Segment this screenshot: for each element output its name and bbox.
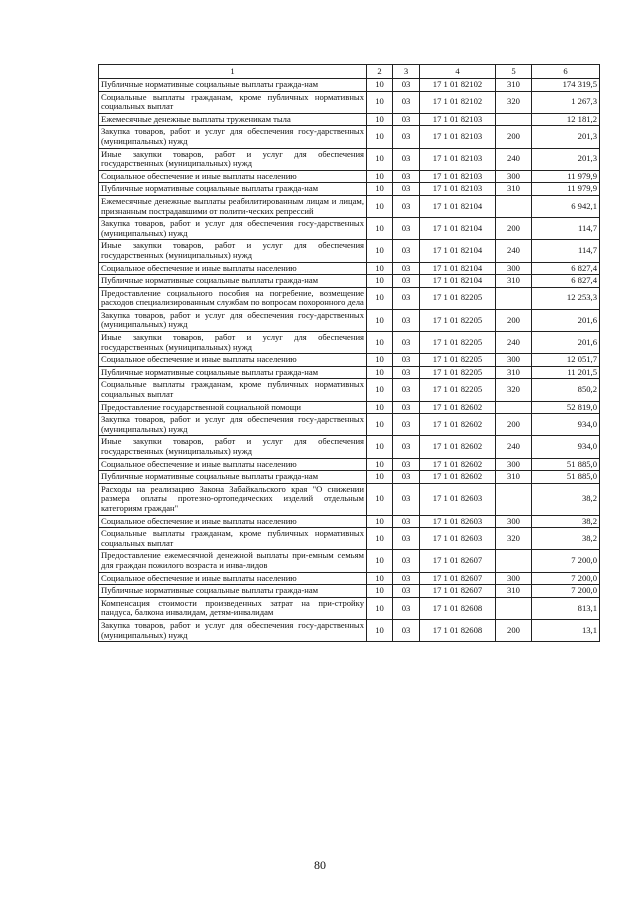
table-row xyxy=(99,483,600,515)
target-article-cell: 17 1 01 82603 xyxy=(420,528,496,550)
expense-name-cell: Иные закупки товаров, работ и услуг для обеспечения государственных (муниципальных) нужд xyxy=(99,148,367,170)
section-cell: 10 xyxy=(367,240,393,262)
table-row xyxy=(99,572,600,585)
section-cell: 10 xyxy=(367,218,393,240)
section-cell: 10 xyxy=(367,550,393,572)
subsection-cell: 03 xyxy=(393,170,420,183)
amount-cell: 52 819,0 xyxy=(532,401,600,414)
amount-cell: 11 979,9 xyxy=(532,170,600,183)
table-row xyxy=(99,309,600,331)
expense-type-cell: 300 xyxy=(496,354,532,367)
expense-type-cell: 200 xyxy=(496,619,532,641)
table-row xyxy=(99,597,600,619)
table-row xyxy=(99,183,600,196)
target-article-cell: 17 1 01 82103 xyxy=(420,183,496,196)
target-article-cell: 17 1 01 82205 xyxy=(420,366,496,379)
expense-name-cell: Предоставление социального пособия на погребение, возмещение расходов специализированным службам по вопросам похоронного дела xyxy=(99,287,367,309)
expense-type-cell: 300 xyxy=(496,170,532,183)
page-number: 80 xyxy=(314,858,326,872)
target-article-cell: 17 1 01 82608 xyxy=(420,619,496,641)
target-article-cell: 17 1 01 82103 xyxy=(420,113,496,126)
table-row xyxy=(99,379,600,401)
subsection-cell: 03 xyxy=(393,619,420,641)
subsection-cell: 03 xyxy=(393,550,420,572)
expense-type-cell: 200 xyxy=(496,126,532,148)
target-article-cell: 17 1 01 82603 xyxy=(420,515,496,528)
subsection-cell: 03 xyxy=(393,585,420,598)
amount-cell: 38,2 xyxy=(532,528,600,550)
expense-name-cell: Закупка товаров, работ и услуг для обеспечения госу-дарственных (муниципальных) нужд xyxy=(99,126,367,148)
subsection-cell: 03 xyxy=(393,148,420,170)
section-cell: 10 xyxy=(367,287,393,309)
amount-cell: 934,0 xyxy=(532,414,600,436)
target-article-cell: 17 1 01 82104 xyxy=(420,262,496,275)
section-cell: 10 xyxy=(367,366,393,379)
expense-name-cell: Иные закупки товаров, работ и услуг для обеспечения государственных (муниципальных) нужд xyxy=(99,240,367,262)
amount-cell: 12 253,3 xyxy=(532,287,600,309)
subsection-cell: 03 xyxy=(393,195,420,217)
amount-cell: 7 200,0 xyxy=(532,550,600,572)
section-cell: 10 xyxy=(367,414,393,436)
amount-cell: 201,6 xyxy=(532,332,600,354)
subsection-cell: 03 xyxy=(393,436,420,458)
expense-type-cell: 240 xyxy=(496,148,532,170)
subsection-cell: 03 xyxy=(393,126,420,148)
amount-cell: 174 319,5 xyxy=(532,79,600,92)
subsection-cell: 03 xyxy=(393,309,420,331)
section-cell: 10 xyxy=(367,354,393,367)
table-row xyxy=(99,91,600,113)
expense-name-cell: Ежемесячные денежные выплаты реабилитированным лицам и лицам, признанным пострадавшими от полити-ческих репрессий xyxy=(99,195,367,217)
amount-cell: 13,1 xyxy=(532,619,600,641)
section-cell: 10 xyxy=(367,597,393,619)
column-header: 4 xyxy=(420,65,496,79)
expense-name-cell: Социальное обеспечение и иные выплаты населению xyxy=(99,515,367,528)
subsection-cell: 03 xyxy=(393,515,420,528)
table-row xyxy=(99,458,600,471)
table-row xyxy=(99,550,600,572)
subsection-cell: 03 xyxy=(393,354,420,367)
expense-name-cell: Предоставление ежемесячной денежной выплаты при-емным семьям для граждан пожилого возраста и инва-лидов xyxy=(99,550,367,572)
target-article-cell: 17 1 01 82608 xyxy=(420,597,496,619)
expense-name-cell: Социальные выплаты гражданам, кроме публичных нормативных социальных выплат xyxy=(99,91,367,113)
expense-type-cell xyxy=(496,483,532,515)
section-cell: 10 xyxy=(367,79,393,92)
table-row xyxy=(99,619,600,641)
section-cell: 10 xyxy=(367,126,393,148)
expense-name-cell: Социальные выплаты гражданам, кроме публичных нормативных социальных выплат xyxy=(99,528,367,550)
expense-name-cell: Публичные нормативные социальные выплаты гражда-нам xyxy=(99,183,367,196)
section-cell: 10 xyxy=(367,528,393,550)
section-cell: 10 xyxy=(367,148,393,170)
table-row xyxy=(99,585,600,598)
table-row xyxy=(99,148,600,170)
target-article-cell: 17 1 01 82104 xyxy=(420,218,496,240)
table-row xyxy=(99,218,600,240)
table-row xyxy=(99,436,600,458)
target-article-cell: 17 1 01 82205 xyxy=(420,379,496,401)
expense-type-cell xyxy=(496,113,532,126)
expense-type-cell: 300 xyxy=(496,515,532,528)
table-row xyxy=(99,332,600,354)
section-cell: 10 xyxy=(367,471,393,484)
section-cell: 10 xyxy=(367,195,393,217)
expense-type-cell: 310 xyxy=(496,79,532,92)
expense-type-cell: 300 xyxy=(496,262,532,275)
expense-name-cell: Закупка товаров, работ и услуг для обеспечения госу-дарственных (муниципальных) нужд xyxy=(99,309,367,331)
subsection-cell: 03 xyxy=(393,91,420,113)
target-article-cell: 17 1 01 82602 xyxy=(420,471,496,484)
amount-cell: 6 827,4 xyxy=(532,262,600,275)
subsection-cell: 03 xyxy=(393,572,420,585)
expense-name-cell: Расходы на реализацию Закона Забайкальского края "О снижении размера оплаты протезно-ортопедических изделий отдельным категориям граждан" xyxy=(99,483,367,515)
expense-name-cell: Закупка товаров, работ и услуг для обеспечения госу-дарственных (муниципальных) нужд xyxy=(99,218,367,240)
subsection-cell: 03 xyxy=(393,597,420,619)
amount-cell: 6 827,4 xyxy=(532,275,600,288)
amount-cell: 7 200,0 xyxy=(532,572,600,585)
subsection-cell: 03 xyxy=(393,458,420,471)
expense-name-cell: Социальное обеспечение и иные выплаты населению xyxy=(99,170,367,183)
target-article-cell: 17 1 01 82602 xyxy=(420,458,496,471)
target-article-cell: 17 1 01 82104 xyxy=(420,240,496,262)
target-article-cell: 17 1 01 82205 xyxy=(420,332,496,354)
amount-cell: 201,3 xyxy=(532,126,600,148)
column-header: 3 xyxy=(393,65,420,79)
expense-type-cell xyxy=(496,401,532,414)
expense-type-cell: 300 xyxy=(496,572,532,585)
expense-type-cell: 240 xyxy=(496,332,532,354)
expense-name-cell: Предоставление государственной социальной помощи xyxy=(99,401,367,414)
expense-type-cell: 310 xyxy=(496,366,532,379)
amount-cell: 201,3 xyxy=(532,148,600,170)
subsection-cell: 03 xyxy=(393,275,420,288)
expense-name-cell: Публичные нормативные социальные выплаты гражда-нам xyxy=(99,585,367,598)
section-cell: 10 xyxy=(367,113,393,126)
table-row xyxy=(99,287,600,309)
subsection-cell: 03 xyxy=(393,240,420,262)
target-article-cell: 17 1 01 82602 xyxy=(420,436,496,458)
subsection-cell: 03 xyxy=(393,366,420,379)
expense-type-cell: 240 xyxy=(496,436,532,458)
expense-type-cell: 200 xyxy=(496,309,532,331)
column-header: 5 xyxy=(496,65,532,79)
target-article-cell: 17 1 01 82102 xyxy=(420,91,496,113)
amount-cell: 38,2 xyxy=(532,483,600,515)
table-row xyxy=(99,366,600,379)
amount-cell: 7 200,0 xyxy=(532,585,600,598)
subsection-cell: 03 xyxy=(393,379,420,401)
expense-type-cell: 240 xyxy=(496,240,532,262)
section-cell: 10 xyxy=(367,170,393,183)
target-article-cell: 17 1 01 82205 xyxy=(420,354,496,367)
expense-type-cell: 320 xyxy=(496,528,532,550)
amount-cell: 38,2 xyxy=(532,515,600,528)
table-row xyxy=(99,471,600,484)
expense-name-cell: Иные закупки товаров, работ и услуг для обеспечения государственных (муниципальных) нужд xyxy=(99,332,367,354)
section-cell: 10 xyxy=(367,262,393,275)
section-cell: 10 xyxy=(367,572,393,585)
target-article-cell: 17 1 01 82607 xyxy=(420,572,496,585)
expense-name-cell: Социальное обеспечение и иные выплаты населению xyxy=(99,572,367,585)
expense-type-cell: 200 xyxy=(496,414,532,436)
amount-cell: 934,0 xyxy=(532,436,600,458)
section-cell: 10 xyxy=(367,275,393,288)
table-row xyxy=(99,275,600,288)
section-cell: 10 xyxy=(367,91,393,113)
expense-name-cell: Ежемесячные денежные выплаты труженикам тыла xyxy=(99,113,367,126)
expense-name-cell: Публичные нормативные социальные выплаты гражда-нам xyxy=(99,471,367,484)
amount-cell: 11 979,9 xyxy=(532,183,600,196)
column-header: 6 xyxy=(532,65,600,79)
expense-name-cell: Публичные нормативные социальные выплаты гражда-нам xyxy=(99,366,367,379)
expense-type-cell: 310 xyxy=(496,275,532,288)
amount-cell: 51 885,0 xyxy=(532,458,600,471)
expense-type-cell: 310 xyxy=(496,183,532,196)
subsection-cell: 03 xyxy=(393,483,420,515)
target-article-cell: 17 1 01 82607 xyxy=(420,585,496,598)
subsection-cell: 03 xyxy=(393,218,420,240)
amount-cell: 51 885,0 xyxy=(532,471,600,484)
amount-cell: 1 267,3 xyxy=(532,91,600,113)
target-article-cell: 17 1 01 82205 xyxy=(420,309,496,331)
expense-name-cell: Социальное обеспечение и иные выплаты населению xyxy=(99,262,367,275)
section-cell: 10 xyxy=(367,183,393,196)
expense-name-cell: Социальное обеспечение и иные выплаты населению xyxy=(99,354,367,367)
target-article-cell: 17 1 01 82102 xyxy=(420,79,496,92)
target-article-cell: 17 1 01 82103 xyxy=(420,170,496,183)
table-row xyxy=(99,126,600,148)
target-article-cell: 17 1 01 82602 xyxy=(420,401,496,414)
subsection-cell: 03 xyxy=(393,287,420,309)
table-row xyxy=(99,195,600,217)
column-header: 1 xyxy=(99,65,367,79)
section-cell: 10 xyxy=(367,309,393,331)
expense-name-cell: Закупка товаров, работ и услуг для обеспечения госу-дарственных (муниципальных) нужд xyxy=(99,619,367,641)
amount-cell: 11 201,5 xyxy=(532,366,600,379)
expense-type-cell: 320 xyxy=(496,91,532,113)
table-row xyxy=(99,262,600,275)
target-article-cell: 17 1 01 82104 xyxy=(420,275,496,288)
expense-type-cell: 310 xyxy=(496,585,532,598)
expense-type-cell xyxy=(496,550,532,572)
expense-name-cell: Компенсация стоимости произведенных затрат на при-стройку пандуса, балкона инвалидам, детям-инвалидам xyxy=(99,597,367,619)
table-row xyxy=(99,354,600,367)
amount-cell: 813,1 xyxy=(532,597,600,619)
subsection-cell: 03 xyxy=(393,79,420,92)
expense-type-cell: 320 xyxy=(496,379,532,401)
amount-cell: 114,7 xyxy=(532,218,600,240)
table-body xyxy=(99,79,600,642)
expense-name-cell: Закупка товаров, работ и услуг для обеспечения госу-дарственных (муниципальных) нужд xyxy=(99,414,367,436)
table-row xyxy=(99,414,600,436)
expense-type-cell xyxy=(496,195,532,217)
budget-table xyxy=(98,64,600,642)
section-cell: 10 xyxy=(367,515,393,528)
amount-cell: 6 942,1 xyxy=(532,195,600,217)
section-cell: 10 xyxy=(367,458,393,471)
subsection-cell: 03 xyxy=(393,113,420,126)
target-article-cell: 17 1 01 82602 xyxy=(420,414,496,436)
expense-name-cell: Социальное обеспечение и иные выплаты населению xyxy=(99,458,367,471)
subsection-cell: 03 xyxy=(393,183,420,196)
table-header-row xyxy=(99,65,600,79)
table-row xyxy=(99,401,600,414)
section-cell: 10 xyxy=(367,483,393,515)
table-row xyxy=(99,528,600,550)
table-row xyxy=(99,515,600,528)
expense-type-cell: 300 xyxy=(496,458,532,471)
target-article-cell: 17 1 01 82607 xyxy=(420,550,496,572)
column-header: 2 xyxy=(367,65,393,79)
section-cell: 10 xyxy=(367,401,393,414)
amount-cell: 114,7 xyxy=(532,240,600,262)
table-row xyxy=(99,113,600,126)
expense-name-cell: Социальные выплаты гражданам, кроме публичных нормативных социальных выплат xyxy=(99,379,367,401)
subsection-cell: 03 xyxy=(393,414,420,436)
section-cell: 10 xyxy=(367,585,393,598)
section-cell: 10 xyxy=(367,436,393,458)
section-cell: 10 xyxy=(367,379,393,401)
subsection-cell: 03 xyxy=(393,401,420,414)
expense-name-cell: Публичные нормативные социальные выплаты гражда-нам xyxy=(99,275,367,288)
target-article-cell: 17 1 01 82103 xyxy=(420,148,496,170)
subsection-cell: 03 xyxy=(393,471,420,484)
subsection-cell: 03 xyxy=(393,528,420,550)
target-article-cell: 17 1 01 82103 xyxy=(420,126,496,148)
expense-type-cell xyxy=(496,287,532,309)
expense-type-cell: 310 xyxy=(496,471,532,484)
target-article-cell: 17 1 01 82104 xyxy=(420,195,496,217)
expense-name-cell: Иные закупки товаров, работ и услуг для обеспечения государственных (муниципальных) нужд xyxy=(99,436,367,458)
expense-type-cell xyxy=(496,597,532,619)
table-row xyxy=(99,79,600,92)
section-cell: 10 xyxy=(367,619,393,641)
target-article-cell: 17 1 01 82205 xyxy=(420,287,496,309)
target-article-cell: 17 1 01 82603 xyxy=(420,483,496,515)
amount-cell: 12 181,2 xyxy=(532,113,600,126)
subsection-cell: 03 xyxy=(393,332,420,354)
amount-cell: 12 051,7 xyxy=(532,354,600,367)
expense-name-cell: Публичные нормативные социальные выплаты гражда-нам xyxy=(99,79,367,92)
amount-cell: 201,6 xyxy=(532,309,600,331)
subsection-cell: 03 xyxy=(393,262,420,275)
amount-cell: 850,2 xyxy=(532,379,600,401)
section-cell: 10 xyxy=(367,332,393,354)
expense-type-cell: 200 xyxy=(496,218,532,240)
table-row xyxy=(99,240,600,262)
table-row xyxy=(99,170,600,183)
